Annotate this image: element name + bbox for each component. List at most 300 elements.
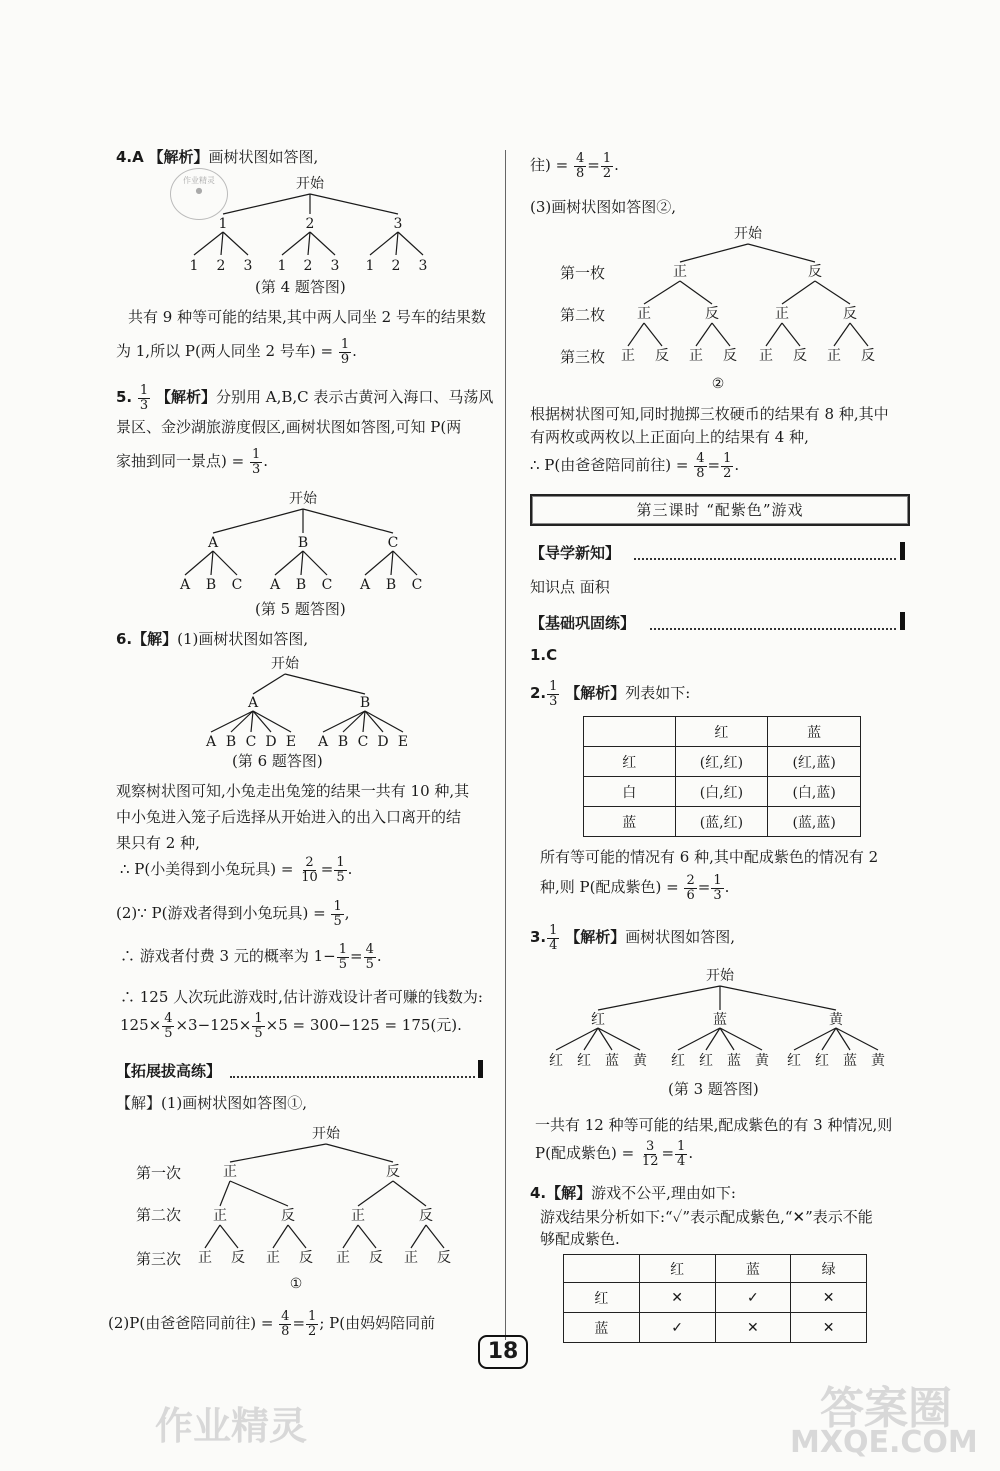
daoxue-title: 【导学新知】 [530, 544, 621, 562]
q6-p5-a: 125× [120, 1016, 162, 1035]
den: 4 [549, 937, 558, 953]
q2-frac2 [711, 874, 723, 902]
num: 1 [723, 451, 732, 466]
rt-q3-intro: (3)画树状图如答图②, [530, 198, 677, 216]
den: 3 [713, 887, 722, 903]
tree1-edge [288, 1225, 306, 1248]
den: 5 [164, 1025, 173, 1041]
table-row [564, 1283, 867, 1313]
table-row [584, 777, 861, 807]
table-cell: 蓝 [768, 717, 861, 747]
q6-p3-frac2 [364, 943, 376, 971]
q5-edge [391, 551, 393, 575]
table-cell: ✕ [791, 1283, 867, 1313]
q6-edge [253, 711, 291, 732]
q6-p5-frac1 [162, 1012, 174, 1040]
q4-leaf: 3 [418, 258, 428, 274]
q6-edge [323, 711, 365, 732]
q2-tag: 【解析】 [565, 684, 626, 703]
q5-edge [213, 509, 303, 533]
q4-tag: 【解析】 [148, 148, 209, 166]
tree2-edge [712, 323, 730, 346]
den: 9 [340, 351, 350, 367]
q5-edge [275, 551, 303, 575]
table-cell [584, 717, 676, 747]
q4-leaf: 3 [330, 258, 340, 274]
q5-edge [211, 551, 213, 575]
rt-line1: 根据树状图可知,同时抛掷三枚硬币的结果有 8 种,其中 [530, 405, 889, 423]
q5-caption: (第 5 题答图) [255, 600, 346, 618]
tree2-node: 正 [673, 264, 687, 280]
jichu-title: 【基础巩固练】 [530, 614, 636, 632]
q3-text: 画树状图如答图, [625, 928, 735, 947]
q6-edge [365, 711, 403, 732]
den: 8 [281, 1323, 290, 1339]
q3-frac1 [640, 1140, 661, 1168]
q6-tree-root: 开始 [271, 656, 299, 672]
q3-frac2 [675, 1140, 687, 1168]
num: 3 [646, 1139, 655, 1154]
q4b-line1: 游戏结果分析如下:“✓”表示配成紫色,“✕”表示不能 [540, 1208, 873, 1226]
q4-caption: (第 4 题答图) [255, 278, 346, 296]
num: 1 [333, 899, 342, 914]
tree3-leaf: 蓝 [843, 1053, 857, 1069]
q5-node: C [387, 535, 399, 551]
tree2-edge [680, 244, 748, 262]
table-row [584, 747, 861, 777]
tree3-edge [720, 986, 836, 1010]
rt-cont-frac2 [601, 152, 613, 180]
tuozhan-intro: 【解】(1)画树状图如答图①, [116, 1094, 308, 1112]
q6-p3-text: ∴ 游戏者付费 3 元的概率为 1− [120, 947, 336, 966]
q4-node: 2 [305, 216, 315, 232]
q3-line2-text: P(配成紫色) = [535, 1144, 635, 1163]
den: 8 [575, 165, 585, 181]
den: 6 [686, 887, 695, 903]
tree2-edge [850, 323, 868, 346]
q5-edge [303, 551, 327, 575]
watermark-right: 答案圈 [820, 1383, 952, 1434]
tree1-edge [393, 1181, 426, 1206]
num: 1 [251, 447, 261, 462]
tree2-row-1: 第一枚 [560, 264, 606, 282]
q3-tag: 【解析】 [565, 928, 626, 947]
tree3-leaf: 黄 [633, 1053, 647, 1069]
q5-leaf: C [231, 577, 243, 593]
tree2-leaf: 正 [689, 348, 703, 364]
q5-leaf: A [179, 577, 191, 593]
table-cell: 蓝 [564, 1313, 640, 1343]
q6-p1-frac1 [299, 856, 320, 884]
q4-label: 4.A [116, 148, 144, 166]
table-cell: (红,红) [675, 747, 768, 777]
den: 5 [365, 956, 374, 972]
q6-leaf: A [205, 734, 217, 750]
table-cell: 红 [639, 1255, 715, 1283]
rt-cont-frac1 [574, 152, 586, 180]
tree2-leaf: 反 [793, 348, 807, 364]
tree2-edge [782, 323, 800, 346]
q6-line2: 中小兔进入笼子后选择从开始进入的出入口离开的结 [116, 808, 462, 826]
tree3-leaf: 黄 [755, 1053, 769, 1069]
table-cell: (白,红) [675, 777, 768, 807]
tree1-edge [343, 1225, 358, 1248]
q4-edge [223, 194, 310, 214]
q6-edge [253, 674, 285, 694]
tree1-leaf: 正 [198, 1250, 212, 1266]
q6-p5 [120, 1012, 462, 1040]
q5-edge [393, 551, 417, 575]
tuozhan-p2-post: ; P(由妈妈陪同前 [319, 1314, 436, 1333]
q4-leaf: 1 [189, 258, 199, 274]
q2-frac1 [684, 874, 696, 902]
q6-intro: (1)画树状图如答图, [177, 630, 309, 648]
tree3-leaf: 红 [699, 1053, 713, 1069]
q6-edge [365, 711, 383, 732]
q5-line2: 景区、金沙湖旅游度假区,画树状图如答图,可知 P(两 [116, 418, 462, 436]
tree2-leaf: 正 [827, 348, 841, 364]
tree2-edge [696, 323, 712, 346]
q4-edge [370, 232, 398, 255]
q4-tree [170, 170, 460, 275]
rt-cont-text: 往) = [530, 156, 569, 175]
table-cell: ✓ [715, 1283, 791, 1313]
tree1-node: 正 [351, 1208, 365, 1224]
q5-answer [138, 384, 150, 412]
table-row [584, 807, 861, 837]
num: 1 [308, 1309, 317, 1324]
tree1-edge [273, 1225, 288, 1248]
tree3-leaf: 蓝 [605, 1053, 619, 1069]
table-cell: 红 [584, 747, 676, 777]
table-cell: (蓝,红) [675, 807, 768, 837]
q6-line3: 果只有 2 种, [116, 834, 200, 852]
q5-edge [185, 551, 213, 575]
num: 1 [254, 1011, 263, 1026]
num: 1 [549, 923, 558, 938]
tree3-node: 红 [591, 1012, 605, 1028]
table-cell: 红 [564, 1283, 640, 1313]
tree2-row-2: 第二枚 [560, 306, 606, 324]
tree2-leaf: 正 [759, 348, 773, 364]
q5-fraction [250, 448, 262, 476]
q6-p1-text: ∴ P(小美得到小兔玩具) = [120, 860, 294, 879]
rt-cont: 往) = $\frac{4}{8}$ = $\frac{1}{2}$ . [530, 151, 619, 181]
q4-edge [310, 194, 398, 214]
q6-edge [211, 711, 253, 732]
q4-intro: 画树状图如答图, [208, 148, 319, 166]
tree1-leaf: 正 [336, 1250, 350, 1266]
q6-leaf: A [317, 734, 329, 750]
q5-node: B [297, 535, 309, 551]
table-cell: ✓ [639, 1313, 715, 1343]
tree2-node: 正 [775, 306, 789, 322]
q5-line1 [116, 384, 493, 412]
q5-leaf: B [295, 577, 307, 593]
tree2-node: 正 [637, 306, 651, 322]
jichu-q2-header [530, 680, 690, 708]
tree2-leaf: 反 [655, 348, 669, 364]
den: 3 [251, 461, 261, 477]
q4-line2 [116, 338, 357, 366]
q4-edge [398, 232, 423, 255]
num: 4 [696, 451, 705, 466]
tree1-leaf: 反 [299, 1250, 313, 1266]
jichu-dots [650, 628, 896, 630]
tree1 [190, 1120, 470, 1295]
q5-label: 5. [116, 388, 133, 407]
tree3-node: 蓝 [713, 1012, 727, 1028]
q6-leaf: C [245, 734, 257, 750]
tree1-leaf: 正 [404, 1250, 418, 1266]
q5-text3: 家抽到同一景点) = [116, 452, 245, 471]
den: 5 [254, 1025, 263, 1041]
q6-edge [253, 711, 271, 732]
period: . [352, 342, 357, 361]
tree3-leaf: 蓝 [727, 1053, 741, 1069]
page-number: 18 [478, 1335, 528, 1369]
num: 2 [305, 855, 314, 870]
tree2-root: 开始 [734, 226, 762, 242]
table-cell [564, 1255, 640, 1283]
q6-p3-frac1 [337, 943, 349, 971]
tuozhan-dots [230, 1076, 475, 1078]
num: 1 [677, 1139, 686, 1154]
tree2-leaf: 正 [621, 348, 635, 364]
tree1-edge [358, 1225, 376, 1248]
q4-edge [308, 232, 310, 255]
num: 4 [575, 151, 585, 166]
daoxue-dots [634, 558, 896, 560]
jichu-q3-header [530, 924, 735, 952]
q6-header [116, 630, 308, 648]
tree2-node: 反 [705, 306, 719, 322]
q5-leaf: A [359, 577, 371, 593]
period: . [263, 452, 269, 471]
q6-leaf: D [377, 734, 389, 750]
tree1-edge [230, 1181, 288, 1206]
q5-line3 [116, 448, 268, 476]
table-cell: ✕ [715, 1313, 791, 1343]
q4-edge [396, 232, 398, 255]
tree3-root: 开始 [706, 968, 734, 984]
tree1-leaf: 反 [437, 1250, 451, 1266]
q6-p2: (2)∵ P(游戏者得到小兔玩具) = $\frac{1}{5}$ , [116, 899, 350, 929]
tree1-node: 正 [213, 1208, 227, 1224]
jichu-bar [900, 612, 905, 630]
rt-p-text: ∴ P(由爸爸陪同前往) = [530, 456, 689, 475]
q6-label: 6. [116, 630, 133, 648]
q6-p5-b: ×3−125× [175, 1016, 252, 1035]
tree1-node: 正 [223, 1164, 237, 1180]
tree1-node: 反 [386, 1164, 400, 1180]
tuozhan-bar [478, 1060, 483, 1078]
table-cell: (白,蓝) [768, 777, 861, 807]
den: 3 [139, 397, 149, 413]
tuozhan-title: 【拓展拔高练】 [116, 1062, 222, 1080]
q6-tag: 【解】 [132, 630, 178, 648]
daoxue-bar [900, 542, 905, 560]
tree1-caption: ① [289, 1276, 303, 1292]
q6-leaf: D [265, 734, 277, 750]
tree2-leaf: 反 [723, 348, 737, 364]
q4-edge [194, 232, 223, 255]
q4-header [116, 148, 318, 166]
den: 12 [641, 1153, 659, 1169]
q6-edge [285, 674, 365, 694]
tree1-edge [220, 1225, 238, 1248]
tree1-leaf: 正 [266, 1250, 280, 1266]
q2-line1: 所有等可能的情况有 6 种,其中配成紫色的情况有 2 [540, 848, 879, 866]
q4-line1: 共有 9 种等可能的结果,其中两人同坐 2 号车的结果数 [128, 308, 486, 326]
tree1-edge [230, 1144, 326, 1162]
den: 8 [696, 465, 705, 481]
q5-leaf: A [269, 577, 281, 593]
q6-p2-text: (2)∵ P(游戏者得到小兔玩具) = [116, 904, 326, 923]
den: 5 [336, 869, 345, 885]
q5-leaf: C [321, 577, 333, 593]
q5-edge [213, 551, 237, 575]
q6-edge [251, 711, 253, 732]
table-row [584, 717, 861, 747]
q6-leaf: B [225, 734, 237, 750]
table-game [563, 1254, 867, 1343]
q4b-tag: 【解】 [546, 1184, 592, 1202]
rt-p-frac1 [694, 452, 706, 480]
table-cell: ✕ [639, 1283, 715, 1313]
tree3-edge [598, 986, 720, 1010]
q2-line2: 种,则 P(配成紫色) = $\frac{2}{6}$ = $\frac{1}{3}$ . [540, 873, 730, 903]
tuozhan-p2-frac2 [306, 1310, 318, 1338]
daoxue-point: 知识点 面积 [530, 578, 610, 596]
tuozhan-p2-frac1 [279, 1310, 291, 1338]
q3-label: 3. [530, 928, 547, 947]
rt-p: ∴ P(由爸爸陪同前往) = $\frac{4}{8}$ = $\frac{1}{2}$ . [530, 451, 740, 481]
table-colors [583, 716, 861, 837]
q5-leaf: C [411, 577, 423, 593]
table-cell: (蓝,蓝) [768, 807, 861, 837]
tree1-edge [358, 1181, 393, 1206]
q4b-label: 4. [530, 1184, 547, 1202]
tree2-edge [766, 323, 782, 346]
num: 1 [602, 151, 612, 166]
den: 2 [723, 465, 732, 481]
q3-caption: (第 3 题答图) [668, 1080, 759, 1098]
tree3-leaf: 红 [787, 1053, 801, 1069]
tree3-leaf: 红 [815, 1053, 829, 1069]
q6-p5-frac2 [252, 1012, 264, 1040]
den: 5 [333, 913, 342, 929]
q3-answer [547, 924, 559, 952]
watermark-left: 作业精灵 [155, 1404, 308, 1448]
q6-p3: ∴ 游戏者付费 3 元的概率为 1− $\frac{1}{5}$ = $\frac{4}{5}$ . [120, 942, 382, 972]
tree2-edge [748, 244, 815, 262]
tree3-node: 黄 [829, 1012, 843, 1028]
jichu-q1: 1.C [530, 646, 558, 664]
rt-p-frac2 [721, 452, 733, 480]
table-cell: 绿 [791, 1255, 867, 1283]
tuozhan-p2: (2)P(由爸爸陪同前往) = $\frac{4}{8}$ = $\frac{1}{2}$ ; P(由妈妈陪同前 [108, 1309, 436, 1339]
table-row [564, 1255, 867, 1283]
q4-line2-text: 为 1,所以 P(两人同坐 2 号车) = [116, 342, 334, 361]
den: 4 [677, 1153, 686, 1169]
lesson-title: 第三课时 “配紫色”游戏 [530, 494, 910, 526]
q6-p1-frac2 [334, 856, 346, 884]
tree2-node: 反 [843, 306, 857, 322]
den: 3 [549, 693, 558, 709]
q4b-line2: 够配成紫色. [540, 1230, 620, 1248]
q4-leaf: 2 [391, 258, 401, 274]
num: 2 [686, 873, 695, 888]
tree2-row-3: 第三枚 [560, 348, 606, 366]
q6-node: A [247, 695, 259, 711]
tree1-leaf: 反 [369, 1250, 383, 1266]
q5-leaf: B [205, 577, 217, 593]
tree1-leaf: 反 [231, 1250, 245, 1266]
jichu-q4-header [530, 1184, 736, 1202]
q2-text: 列表如下: [625, 684, 691, 703]
q4-edge [221, 232, 223, 255]
num: 1 [139, 383, 149, 398]
q5-edge [365, 551, 393, 575]
tree2-edge [628, 323, 644, 346]
q6-leaf: B [337, 734, 349, 750]
num: 4 [164, 1011, 173, 1026]
tree2 [610, 220, 890, 398]
q6-tree [195, 650, 425, 755]
q6-edge [231, 711, 253, 732]
tree2-edge [815, 281, 850, 304]
den: 10 [301, 869, 318, 885]
tree2-leaf: 反 [861, 348, 875, 364]
q6-p4: ∴ 125 人次玩此游戏时,估计游戏设计者可赚的钱数为: [120, 988, 483, 1006]
num: 1 [336, 855, 345, 870]
tree1-edge [411, 1225, 426, 1248]
q5-node: A [207, 535, 219, 551]
num: 1 [340, 337, 350, 352]
table-cell: 蓝 [584, 807, 676, 837]
tree1-edge [205, 1225, 220, 1248]
num: 4 [365, 942, 374, 957]
q6-leaf: E [285, 734, 297, 750]
q6-caption: (第 6 题答图) [232, 752, 323, 770]
tree1-row-1: 第一次 [136, 1164, 182, 1182]
column-divider [505, 150, 506, 1340]
q6-edge [343, 711, 365, 732]
num: 1 [549, 679, 558, 694]
num: 1 [713, 873, 722, 888]
tree3 [540, 962, 900, 1072]
den: 5 [338, 956, 348, 972]
tree2-edge [644, 323, 662, 346]
table-cell: 红 [675, 717, 768, 747]
q2-answer [547, 680, 559, 708]
q4-leaf: 1 [365, 258, 375, 274]
q4-leaf: 3 [243, 258, 253, 274]
tree3-leaf: 红 [671, 1053, 685, 1069]
stamp-seal: 作业精灵 ● [170, 168, 228, 220]
table-cell: (红,蓝) [768, 747, 861, 777]
tree2-edge [680, 281, 712, 304]
q6-node: B [359, 695, 371, 711]
tuozhan-p2-text: (2)P(由爸爸陪同前往) = [108, 1314, 274, 1333]
q4-fraction [339, 338, 351, 366]
q5-tree-root: 开始 [289, 491, 317, 507]
tree2-node: 反 [808, 264, 822, 280]
q4-leaf: 1 [277, 258, 287, 274]
q4-leaf: 2 [216, 258, 226, 274]
tree3-leaf: 黄 [871, 1053, 885, 1069]
